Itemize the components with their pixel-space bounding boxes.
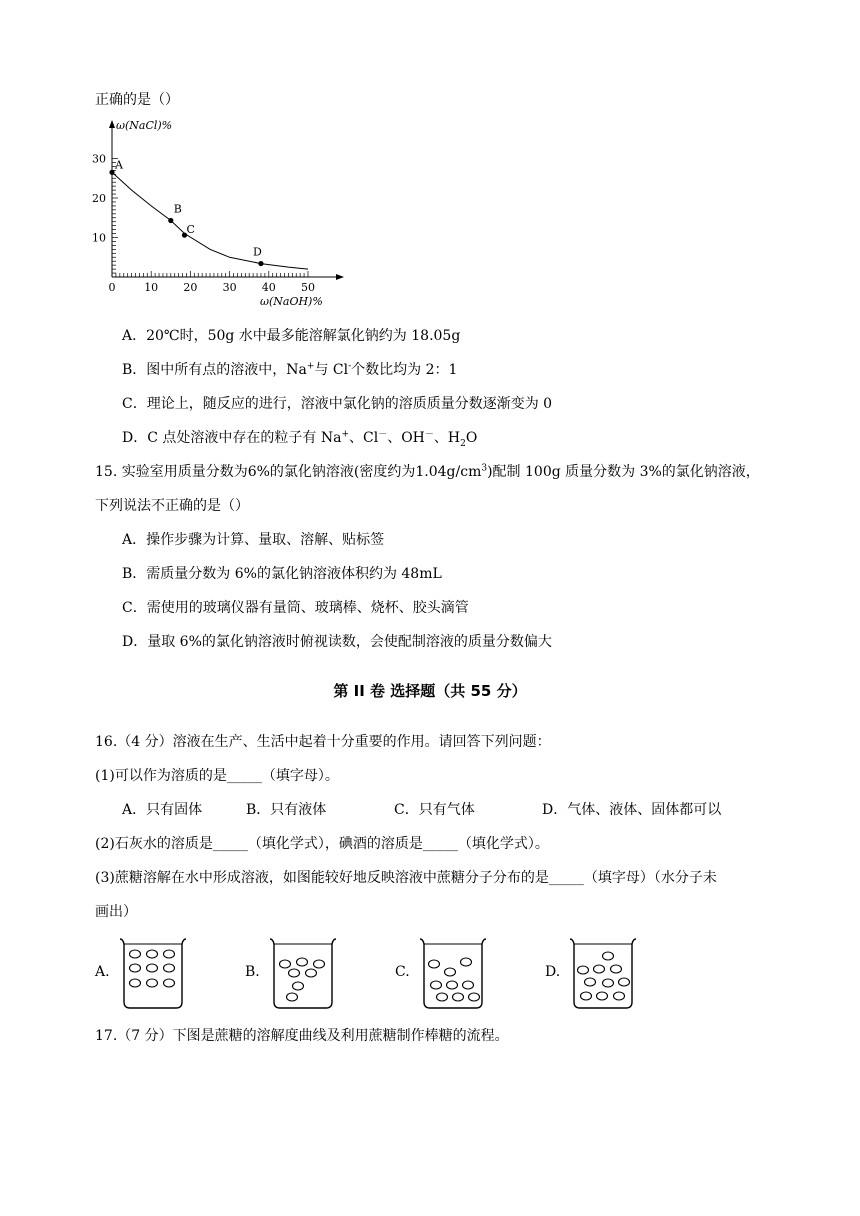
beaker-outline: [270, 939, 336, 1008]
point-a: [109, 170, 114, 175]
beaker-label-c: C.: [395, 964, 410, 980]
sugar-molecule: [147, 964, 158, 972]
sugar-molecule: [280, 960, 291, 968]
q14-option-c: C．理论上，随反应的进行，溶液中氯化钠的溶质质量分数逐渐变为 0: [122, 396, 553, 412]
point-label-a: A: [115, 158, 123, 172]
x-tick-label: 10: [144, 281, 159, 294]
q14-option-d: D．C 点处溶液中存在的粒子有 Na+、Cl－、OH－、$H_2O$: [122, 429, 478, 449]
q16-option-c: C．只有气体: [394, 802, 475, 818]
y-axis-title: ω(NaCl)%: [116, 119, 173, 132]
q15-option-b: B．需质量分数为 6%的氯化钠溶液体积约为 48mL: [122, 566, 442, 582]
q14-option-b: B．图中所有点的溶液中，Na+与 Cl-个数比均为 2：1: [122, 361, 458, 378]
sugar-molecule: [130, 979, 141, 987]
point-label-d: D: [252, 245, 262, 259]
point-label-c: C: [186, 223, 195, 237]
q16-option-d: D．气体、液体、固体都可以: [542, 802, 722, 818]
y-axis-arrow: [109, 120, 115, 128]
x-tick-label: 0: [108, 281, 116, 294]
sugar-molecule: [581, 992, 592, 1000]
q16-option-b: B．只有液体: [246, 802, 327, 818]
sugar-molecule: [289, 969, 300, 977]
sugar-molecule: [611, 965, 622, 973]
beaker-label-a: A.: [95, 964, 110, 980]
sugar-molecule: [619, 978, 630, 986]
q16-part1: (1)可以作为溶质的是_____（填字母）。: [95, 768, 339, 784]
y-tick-label: 10: [92, 231, 106, 245]
q17-stem: 17.（7 分）下图是蔗糖的溶解度曲线及利用蔗糖制作棒糖的流程。: [95, 1028, 509, 1044]
sugar-molecule: [164, 964, 175, 972]
sugar-molecule: [297, 958, 308, 966]
sugar-molecule: [437, 993, 448, 1001]
q16-option-a: A．只有固体: [122, 802, 203, 818]
beaker-b-image: [268, 936, 338, 1010]
sugar-molecule: [429, 960, 440, 968]
x-tick-label: 50: [301, 281, 315, 294]
q15-option-c: C．需使用的玻璃仪器有量筒、玻璃棒、烧杯、胶头滴管: [122, 600, 469, 616]
sugar-molecule: [447, 981, 458, 989]
solubility-chart: [88, 112, 348, 312]
point-b: [168, 218, 173, 223]
point-label-b: B: [173, 202, 182, 216]
y-tick-label: 20: [92, 192, 106, 205]
q16-part1-options: [122, 800, 721, 820]
sugar-molecule: [164, 979, 175, 987]
question-prompt: 正确的是（）: [95, 92, 179, 108]
sugar-molecule: [453, 993, 464, 1001]
q15-option-d: D．量取 6%的氯化钠溶液时俯视读数，会使配制溶液的质量分数偏大: [122, 634, 552, 650]
sugar-molecule: [314, 960, 325, 968]
point-d: [258, 261, 263, 266]
sugar-molecule: [597, 992, 608, 1000]
sugar-molecule: [130, 964, 141, 972]
q16-part2: (2)石灰水的溶质是_____（填化学式），碘酒的溶质是_____（填化学式）。: [95, 836, 549, 852]
sugar-molecule: [614, 992, 625, 1000]
sugar-molecule: [306, 969, 317, 977]
q16-part3-line1: (3)蔗糖溶解在水中形成溶液，如图能较好地反映溶液中蔗糖分子分布的是_____（填字母）（水分子未: [95, 870, 717, 886]
q15-stem-line1: 15. 实验室用质量分数为6%的氯化钠溶液(密度约为$1.04g/cm^3$)配制 100g 质量分数为 3%的氯化钠溶液，: [95, 463, 760, 480]
q16-intro: 16.（4 分）溶液在生产、生活中起着十分重要的作用。请回答下列问题：: [95, 734, 551, 750]
sugar-molecule: [164, 950, 175, 958]
sugar-molecule: [594, 965, 605, 973]
beaker-label-d: D.: [545, 964, 561, 980]
beaker-outline: [120, 939, 186, 1008]
sugar-molecule: [461, 958, 472, 966]
sugar-molecule: [431, 981, 442, 989]
sugar-molecule: [469, 993, 480, 1001]
q16-part3-line2: 画出）: [95, 904, 137, 920]
sugar-molecule: [287, 993, 298, 1001]
sugar-molecule: [463, 981, 474, 989]
sugar-molecule: [585, 978, 596, 986]
beaker-d-image: [568, 936, 638, 1010]
beaker-a-image: [118, 936, 188, 1010]
section-title: 第 II 卷 选择题（共 55 分）: [333, 682, 527, 700]
sugar-molecule: [445, 968, 456, 976]
q15-stem-line2: 下列说法不正确的是（）: [95, 498, 249, 514]
q14-option-a: A．20℃时，50g 水中最多能溶解氯化钠约为 18.05g: [122, 328, 461, 344]
y-tick-label: 30: [92, 152, 106, 166]
sugar-molecule: [130, 950, 141, 958]
sugar-molecule: [293, 982, 304, 990]
x-tick-label: 40: [261, 281, 276, 294]
q15-option-a: A．操作步骤为计算、量取、溶解、贴标签: [122, 532, 385, 548]
x-tick-label: 20: [183, 281, 198, 294]
sugar-molecule: [603, 952, 614, 960]
sugar-molecule: [603, 979, 614, 987]
x-axis-arrow: [336, 274, 344, 280]
beaker-c-image: [418, 936, 488, 1010]
beaker-label-b: B.: [245, 964, 260, 980]
sugar-molecule: [147, 950, 158, 958]
sugar-molecule: [578, 966, 589, 974]
sugar-molecule: [147, 979, 158, 987]
curve-line: [112, 172, 308, 269]
x-tick-label: 30: [222, 281, 237, 294]
x-axis-title: ω(NaOH)%: [260, 295, 323, 308]
